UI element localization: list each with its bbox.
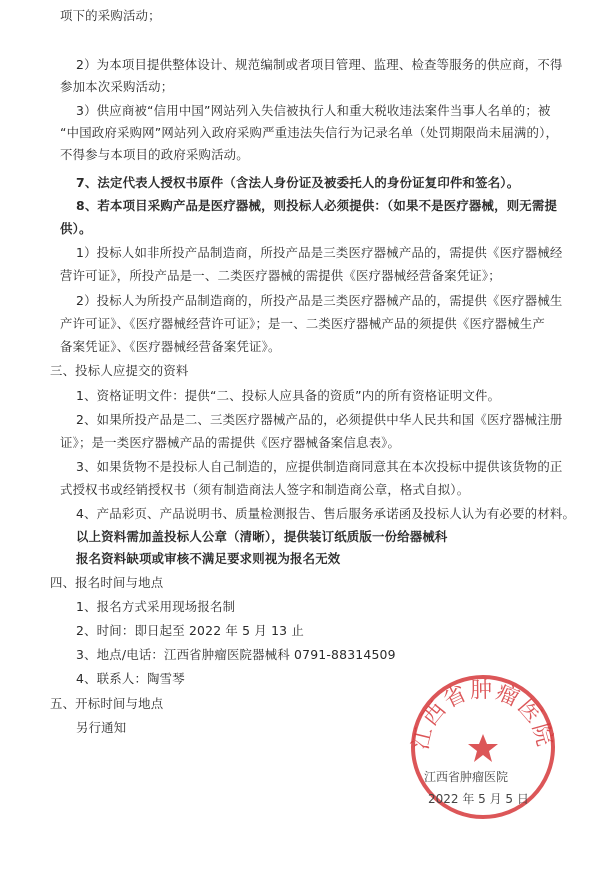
signature-org: 江西省肿瘤医院 — [424, 770, 509, 784]
svg-text:江西省肿瘤医院: 江西省肿瘤医院 — [408, 678, 558, 753]
document-line: 3、地点/电话：江西省肿瘤医院器械科 0791-88314509 — [76, 647, 396, 662]
document-line: 另行通知 — [76, 720, 127, 735]
document-line: 不得参与本项目的政府采购活动。 — [60, 147, 249, 162]
document-line: 2、如果所投产品是二、三类医疗器械产品的，必须提供中华人民共和国《医疗器械注册 — [76, 412, 563, 427]
document-line: 以上资料需加盖投标人公章（清晰），提供装订纸质版一份给器械科 — [76, 529, 448, 544]
document-line: 2）投标人为所投产品制造商的，所投产品是三类医疗器械产品的，需提供《医疗器械生 — [76, 293, 563, 308]
document-line: 8、若本项目采购产品是医疗器械，则投标人必须提供：（如果不是医疗器械，则无需提 — [76, 198, 558, 213]
document-line: 1、报名方式采用现场报名制 — [76, 599, 236, 614]
document-line: “中国政府采购网”网站列入政府采购严重违法失信行为记录名单（处罚期限尚未届满的）， — [60, 125, 559, 140]
document-line: 四、报名时间与地点 — [50, 575, 164, 590]
document-line: 证》；是一类医疗器械产品的需提供《医疗器械备案信息表》。 — [60, 435, 401, 450]
document-line: 产许可证》、《医疗器械经营许可证》；是一、二类医疗器械产品的须提供《医疗器械生产 — [60, 316, 546, 331]
document-line: 7、法定代表人授权书原件（含法人身份证及被委托人的身份证复印件和签名）。 — [76, 175, 520, 190]
document-line: 1、资格证明文件：提供“二、投标人应具备的资质”内的所有资格证明文件。 — [76, 388, 501, 403]
document-line: 2、时间：即日起至 2022 年 5 月 13 止 — [76, 623, 304, 638]
document-line: 4、产品彩页、产品说明书、质量检测报告、售后服务承诺函及投标人认为有必要的材料。 — [76, 506, 576, 521]
document-line: 1）投标人如非所投产品制造商，所投产品是三类医疗器械产品的，需提供《医疗器械经 — [76, 245, 563, 260]
document-line: 式授权书或经销授权书（须有制造商法人签字和制造商公章，格式自拟）。 — [60, 482, 470, 497]
document-line: 3）供应商被“信用中国”网站列入失信被执行人和重大税收违法案件当事人名单的；被 — [76, 103, 551, 118]
document-line: 供）。 — [60, 221, 92, 236]
document-line: 2）为本项目提供整体设计、规范编制或者项目管理、监理、检查等服务的供应商，不得 — [76, 57, 563, 72]
document-line: 4、联系人：陶雪琴 — [76, 671, 185, 686]
document-line: 五、开标时间与地点 — [50, 696, 164, 711]
document-line: 项下的采购活动； — [60, 8, 161, 23]
document-line: 报名资料缺项或审核不满足要求则视为报名无效 — [76, 551, 341, 566]
document-line: 备案凭证》、《医疗器械经营备案凭证》。 — [60, 339, 281, 354]
document-line: 三、投标人应提交的资料 — [50, 363, 189, 378]
signature-date: 2022 年 5 月 5 日 — [428, 792, 529, 806]
document-line: 3、如果货物不是投标人自己制造的，应提供制造商同意其在本次投标中提供该货物的正 — [76, 459, 563, 474]
document-line: 营许可证》，所投产品是一、二类医疗器械的需提供《医疗器械经营备案凭证》； — [60, 268, 501, 283]
document-line: 参加本次采购活动； — [60, 79, 174, 94]
